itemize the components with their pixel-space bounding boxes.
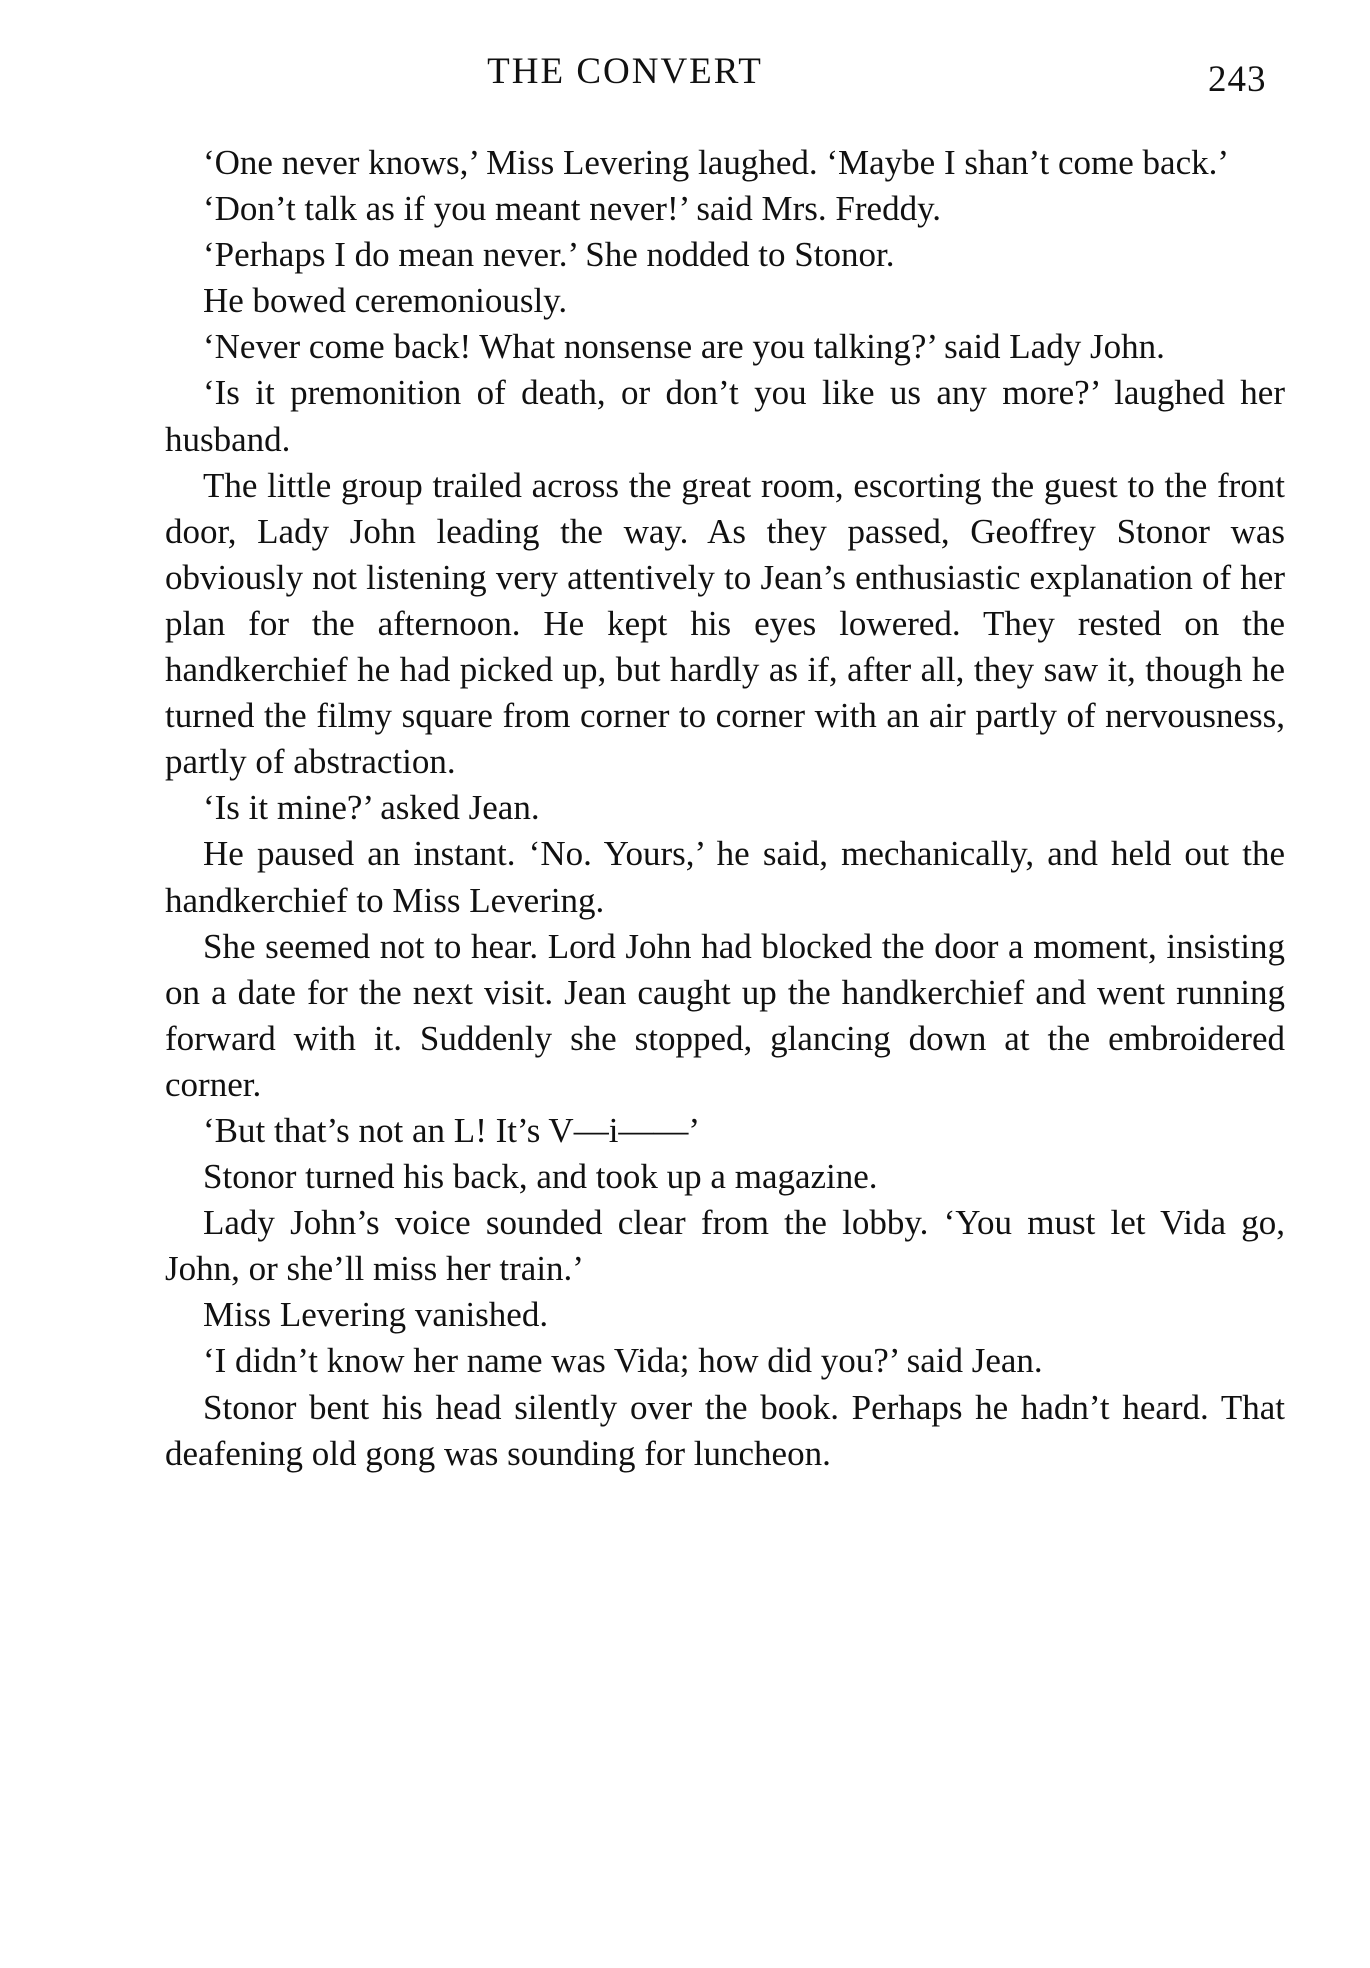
paragraph: The little group trailed across the great room, escorting the guest to the front door, Lady John leading the way. As they passed, Geoffrey Stonor was obviously not listening very attentively to Jean’s enthusiastic explanation of her plan for the afternoon. He kept his eyes lowered. They rested on the handkerchief he had picked up, but hardly as if, after all, they saw it, though he turned the filmy square from corner to corner with an air partly of nervousness, partly of abstraction. (165, 465, 1285, 782)
paragraph: ‘Perhaps I do mean never.’ She nodded to Stonor. (203, 235, 895, 275)
paragraph: ‘Is it mine?’ asked Jean. (203, 788, 540, 828)
paragraph: She seemed not to hear. Lord John had blocked the door a moment, insisting on a date for the next visit. Jean caught up the handkerchief and went running forward with it. Suddenly she stopped, glancing down at the embroidered corner. (165, 926, 1285, 1104)
running-head (0, 48, 1370, 108)
body-text (165, 140, 1285, 1477)
paragraph: Lady John’s voice sounded clear from the lobby. ‘You must let Vida go, John, or she’ll miss her train.’ (165, 1203, 1285, 1289)
page-number: 243 (1208, 59, 1267, 100)
paragraph: ‘Never come back! What nonsense are you talking?’ said Lady John. (203, 327, 1165, 367)
paragraph: ‘But that’s not an L! It’s V—i——’ (203, 1110, 701, 1150)
paragraph: Miss Levering vanished. (203, 1295, 549, 1335)
paragraph: ‘One never knows,’ Miss Levering laughed. ‘Maybe I shan’t come back.’ (203, 143, 1230, 182)
paragraph: ‘Don’t talk as if you meant never!’ said Mrs. Freddy. (203, 189, 942, 229)
paragraph: ‘Is it premonition of death, or don’t you like us any more?’ laughed her husband. (165, 373, 1285, 459)
running-title: THE CONVERT (487, 51, 763, 92)
paragraph: He bowed ceremoniously. (203, 281, 568, 321)
paragraph: ‘I didn’t know her name was Vida; how did you?’ said Jean. (203, 1341, 1043, 1381)
paragraph: Stonor turned his back, and took up a magazine. (203, 1157, 878, 1197)
paragraph: Stonor bent his head silently over the book. Perhaps he hadn’t heard. That deafening old gong was sounding for luncheon. (165, 1387, 1285, 1473)
paragraph: He paused an instant. ‘No. Yours,’ he said, mechanically, and held out the handkerchief to Miss Levering. (165, 834, 1285, 920)
